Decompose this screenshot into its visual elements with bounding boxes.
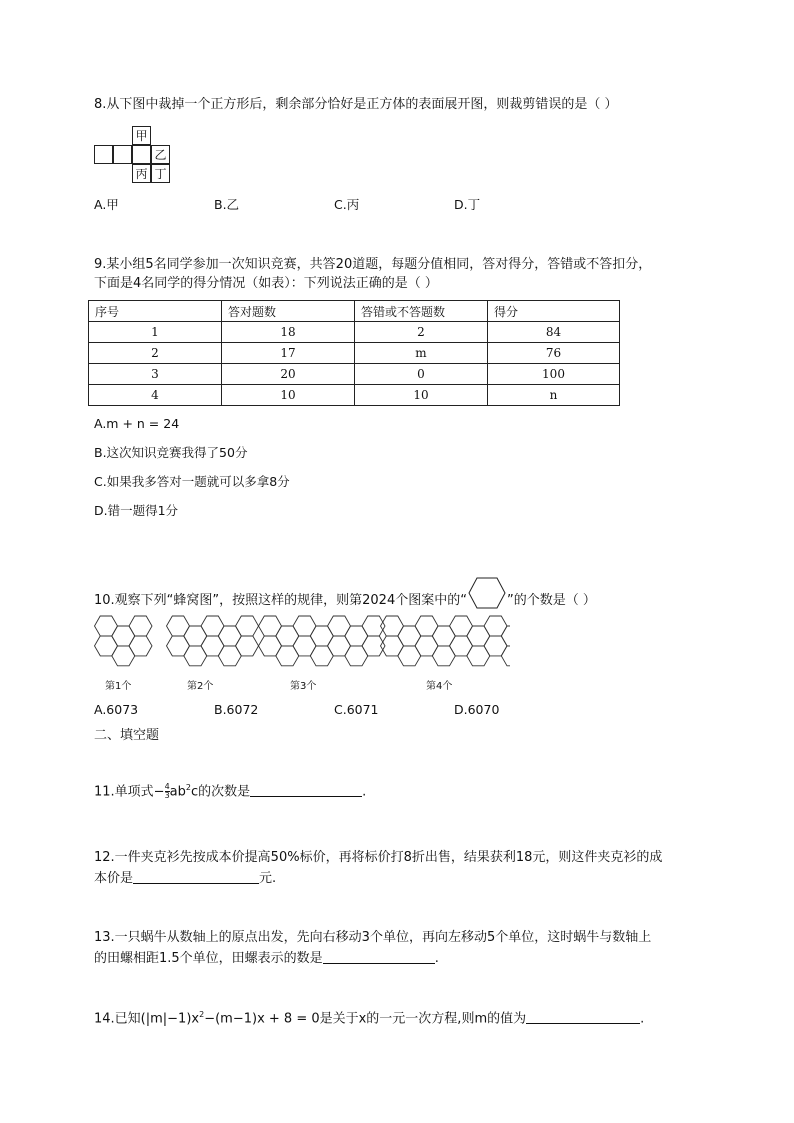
honeycomb-cell [467, 646, 490, 666]
q12-line2 [94, 869, 276, 889]
q14-suffix: . [640, 1011, 645, 1027]
honeycomb-cell [218, 646, 241, 666]
honeycomb-cell [467, 626, 490, 646]
q8-option-b: B.乙 [214, 197, 240, 212]
cell-blank-3 [132, 145, 151, 164]
honeycomb-cell [328, 636, 351, 656]
honeycomb-cell [398, 646, 421, 666]
honeycomb-cell [362, 636, 385, 656]
honeycomb-cell [201, 616, 224, 636]
honeycomb-cell [236, 616, 259, 636]
q12-line1: 12.一件夹克衫先按成本价提高50%标价，再将标价打8折出售，结果获利18元，则这件夹克衫的成 [94, 850, 663, 865]
cell-bing: 丙 [132, 164, 151, 183]
honeycomb-cell [362, 616, 385, 636]
q13-line2-suffix: . [434, 951, 439, 966]
q9-option-a: A.m + n = 24 [94, 416, 180, 431]
q10-option-c: C.6071 [334, 702, 379, 717]
honeycomb-cell [501, 626, 510, 646]
table-cell: 17 [222, 343, 355, 364]
honeycomb-cell [293, 636, 316, 656]
table-cell: n [488, 385, 620, 406]
cell-ding: 丁 [151, 164, 170, 183]
q12-answer-blank[interactable] [133, 869, 259, 884]
honeycomb-cell [484, 616, 507, 636]
table-cell: 10 [355, 385, 488, 406]
honeycomb-cell [484, 636, 507, 656]
header-wrong: 答错或不答题数 [355, 301, 488, 322]
q10-option-b: B.6072 [214, 702, 259, 717]
q9-score-table [88, 300, 620, 406]
header-score: 得分 [488, 301, 620, 322]
fraction-numerator: 4 [164, 782, 170, 792]
honeycomb-cell [112, 646, 135, 666]
q14-exponent: 2 [199, 1010, 205, 1019]
table-row [89, 364, 620, 385]
figure-label-1: 第1个 [105, 681, 132, 692]
honeycomb-cell [432, 646, 455, 666]
q10-honeycomb-figures [90, 608, 510, 676]
q9-option-c: C.如果我多答对一题就可以多拿8分 [94, 474, 290, 489]
q8-stem: 8.从下图中裁掉一个正方形后，剩余部分恰好是正方体的表面展开图，则裁剪错误的是（ ） [94, 97, 618, 112]
honeycomb-cell [398, 626, 421, 646]
q9-stem-line1: 9.某小组5名同学参加一次知识竞赛，共答20道题，每题分值相同，答对得分，答错或不答扣分， [94, 257, 652, 272]
honeycomb-cell [276, 626, 299, 646]
cell-blank-2 [113, 145, 132, 164]
header-correct: 答对题数 [222, 301, 355, 322]
figure-label-4: 第4个 [426, 681, 453, 692]
q9-option-d: D.错一题得1分 [94, 503, 179, 518]
table-cell: 18 [222, 322, 355, 343]
honeycomb-cell [218, 626, 241, 646]
honeycomb-cell [184, 646, 207, 666]
table-cell: 2 [89, 343, 222, 364]
honeycomb-cell [167, 636, 190, 656]
header-index: 序号 [89, 301, 222, 322]
q14-answer-blank[interactable] [526, 1009, 640, 1024]
q11-suffix: . [362, 784, 367, 800]
honeycomb-cell [276, 646, 299, 666]
honeycomb-cell [310, 646, 333, 666]
table-cell: 4 [89, 385, 222, 406]
q11 [94, 778, 366, 802]
honeycomb-cell [129, 616, 152, 636]
honeycomb-cell [310, 626, 333, 646]
q11-expr2: c的次数是 [190, 784, 251, 800]
q11-answer-blank[interactable] [250, 782, 362, 797]
honeycomb-cell [415, 616, 438, 636]
table-cell: 20 [222, 364, 355, 385]
figure-label-3: 第3个 [290, 681, 317, 692]
honeycomb-cell [167, 616, 190, 636]
q10-stem-after: ”的个数是（ ） [506, 593, 596, 608]
honeycomb-cell [259, 616, 282, 636]
table-cell: 3 [89, 364, 222, 385]
q14 [94, 1005, 644, 1029]
q12-line2-suffix: 元. [259, 871, 277, 886]
honeycomb-cell [201, 636, 224, 656]
cell-yi: 乙 [151, 145, 170, 164]
table-cell: 10 [222, 385, 355, 406]
q8-option-d: D.丁 [454, 197, 481, 212]
q10-option-a: A.6073 [94, 702, 139, 717]
honeycomb-cell [345, 646, 368, 666]
fraction-denominator: 3 [164, 791, 170, 801]
q8-option-c: C.丙 [334, 197, 360, 212]
table-cell: 100 [488, 364, 620, 385]
q12-line2-prefix: 本价是 [94, 871, 134, 886]
honeycomb-cell [381, 616, 404, 636]
q10-option-d: D.6070 [454, 702, 500, 717]
honeycomb-cell [129, 636, 152, 656]
table-row [89, 385, 620, 406]
table-cell: 84 [488, 322, 620, 343]
q8-option-a: A.甲 [94, 197, 119, 212]
table-header-row [89, 301, 620, 322]
table-cell: m [355, 343, 488, 364]
honeycomb-cell [95, 636, 118, 656]
q13-line2 [94, 949, 439, 969]
q13-line1: 13.一只蜗牛从数轴上的原点出发，先向右移动3个单位，再向左移动5个单位，这时蜗牛与数轴上 [94, 930, 652, 945]
honeycomb-cell [293, 616, 316, 636]
table-cell: 1 [89, 322, 222, 343]
q10-stem-before: 10.观察下列“蜂窝图”，按照这样的规律，则第2024个图案中的“ [94, 593, 467, 608]
cell-blank-1 [94, 145, 113, 164]
table-cell: 2 [355, 322, 488, 343]
honeycomb-cell [450, 616, 473, 636]
section-title: 二、填空题 [94, 728, 160, 743]
q13-answer-blank[interactable] [323, 949, 435, 964]
q13-line2-prefix: 的田螺相距1.5个单位，田螺表示的数是 [94, 951, 323, 966]
q9-option-b: B.这次知识竞赛我得了50分 [94, 445, 248, 460]
table-row [89, 322, 620, 343]
honeycomb-cell [501, 646, 510, 666]
table-cell: 0 [355, 364, 488, 385]
table-cell: 76 [488, 343, 620, 364]
figure-label-2: 第2个 [187, 681, 214, 692]
q11-prefix: 11.单项式− [94, 784, 165, 800]
honeycomb-cell [432, 626, 455, 646]
q14-mid: −(m−1)x + 8 = 0是关于x的一元一次方程,则m的值为 [204, 1011, 527, 1027]
q11-exponent: 2 [185, 783, 191, 792]
table-row [89, 343, 620, 364]
honeycomb-cell [345, 626, 368, 646]
honeycomb-cell [328, 616, 351, 636]
cell-jia: 甲 [132, 126, 151, 145]
honeycomb-cell [450, 636, 473, 656]
q14-prefix: 14.已知(|m|−1)x [94, 1011, 200, 1027]
honeycomb-cell [381, 636, 404, 656]
honeycomb-cell [95, 616, 118, 636]
honeycomb-cell [236, 636, 259, 656]
q9-stem-line2: 下面是4名同学的得分情况（如表）：下列说法正确的是（ ） [94, 276, 438, 291]
honeycomb-cell [415, 636, 438, 656]
q11-expr: ab [169, 784, 186, 800]
honeycomb-cell [259, 636, 282, 656]
